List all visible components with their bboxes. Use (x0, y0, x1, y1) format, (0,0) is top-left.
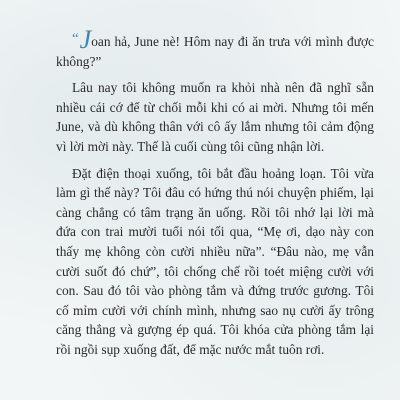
paragraph-3: Đặt điện thoại xuống, tôi bắt đầu hoảng loạn. Tôi vừa làm gì thế này? Tôi đâu có hứng thú nói chuyện phiếm, lại càng chẳng có tâm trạng ăn uống. Rồi tôi nhớ lại lời mà đứa con trai mười tuổi nói tối qua, “Mẹ ơi, dạo này con thấy mẹ không còn cười nhiều nữa”. “Đâu nào, mẹ vẫn cười suốt đó chứ”, tôi chống chế rồi toét miệng cười với con. Sau đó tôi vào phòng tắm và đứng trước gương. Tôi cố mỉm cười với chính mình, nhưng sao nụ cười ấy trông căng thẳng và gượng ép quá. Tôi khóa cửa phòng tắm lại rồi ngồi sụp xuống đất, để mặc nước mắt tuôn rơi. (56, 165, 374, 357)
opening-quote-mark: “ (72, 31, 79, 47)
drop-cap-letter: J (79, 25, 92, 54)
document-body (56, 25, 374, 367)
paragraph-2: Lâu nay tôi không muốn ra khỏi nhà nên đã nghĩ sẵn nhiều cái cớ để từ chối mỗi khi có ai mời. Nhưng tôi mến June, và dù không thân với cô ấy lắm nhưng tôi cảm động vì lời mời này. Thế là cuối cùng tôi cũng nhận lời. (56, 80, 374, 154)
paragraph-1-text: oan hả, June nè! Hôm nay đi ăn trưa với mình được không?” (56, 34, 374, 69)
paragraph-1 (56, 25, 374, 71)
